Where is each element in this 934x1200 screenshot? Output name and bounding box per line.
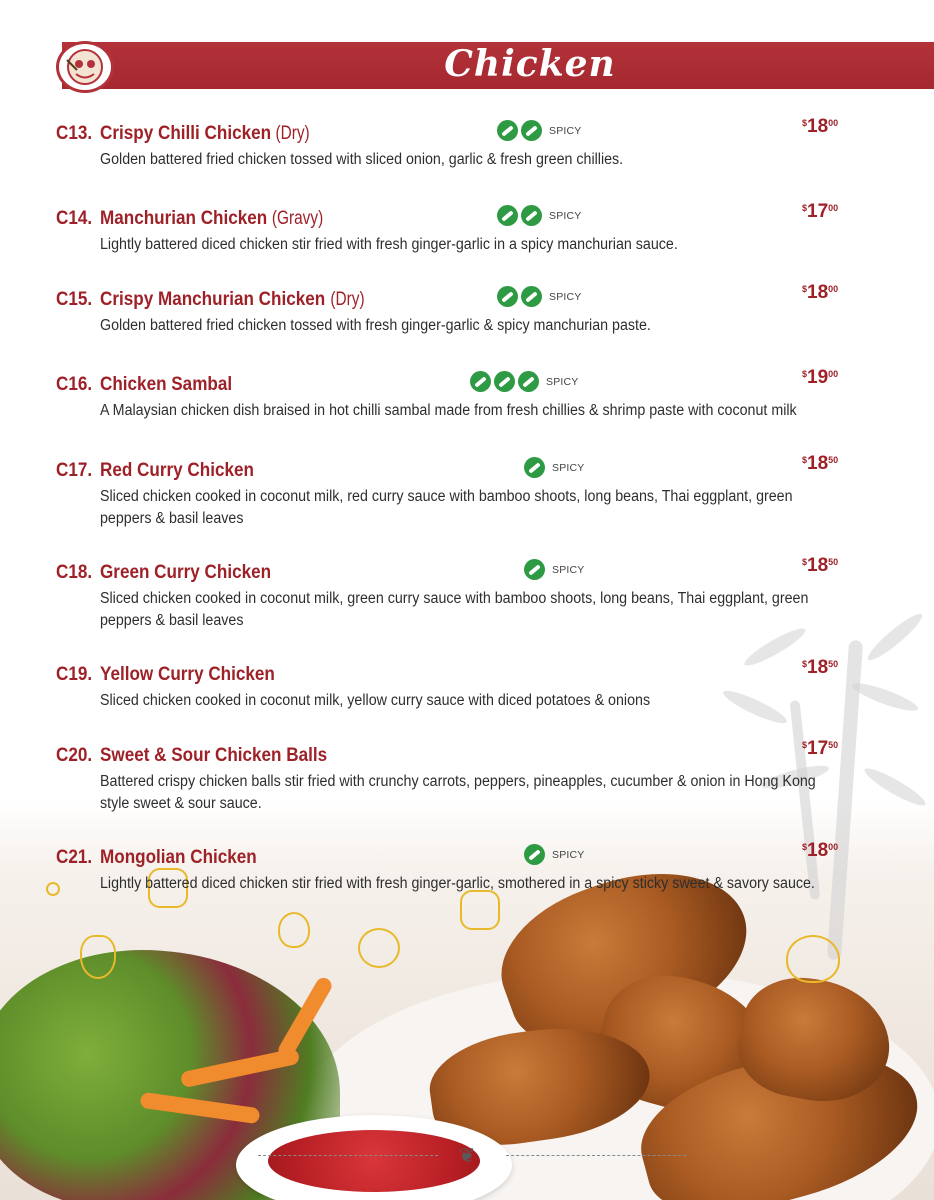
price-currency: $ [802, 284, 808, 294]
price-cents: 00 [828, 369, 839, 379]
tomato-slice-icon [358, 928, 400, 968]
spicy-indicator [497, 120, 582, 141]
onion-icon [786, 935, 840, 983]
price-currency: $ [802, 203, 808, 213]
menu-item [56, 555, 896, 632]
price-dollars: 18 [807, 116, 829, 137]
price-dollars: 18 [807, 453, 829, 474]
spicy-indicator [524, 559, 585, 580]
item-description: Sliced chicken cooked in coconut milk, red curry sauce with bamboo shoots, long beans, Thai eggplant, green peppers & basil leaves [100, 488, 793, 527]
chili-icon [524, 559, 545, 580]
price-currency: $ [802, 557, 808, 567]
price-currency: $ [802, 842, 808, 852]
chili-icon [497, 286, 518, 307]
item-code: C17. [56, 460, 93, 481]
chili-icon [521, 286, 542, 307]
menu-item-header [56, 555, 896, 587]
item-name [100, 663, 275, 687]
item-name [100, 561, 271, 585]
price-dollars: 18 [807, 840, 829, 861]
spicy-indicator [524, 457, 585, 478]
item-price [802, 738, 838, 760]
item-description: Sliced chicken cooked in coconut milk, yellow curry sauce with diced potatoes & onions [100, 692, 651, 709]
menu-item [56, 116, 896, 171]
menu-item-header [56, 367, 896, 399]
item-price [802, 201, 838, 223]
ornament-icon: ❦ [458, 1145, 476, 1167]
item-name-text: Mongolian Chicken [100, 847, 257, 868]
category-title: Chicken [444, 43, 616, 85]
spicy-label: SPICY [549, 209, 582, 222]
spicy-indicator [497, 286, 582, 307]
chili-icon [524, 457, 545, 478]
menu-item [56, 657, 896, 712]
price-dollars: 17 [807, 738, 829, 759]
item-name-text: Crispy Chilli Chicken [100, 123, 272, 144]
herb-leaf-icon [460, 890, 500, 930]
price-cents: 50 [828, 659, 839, 669]
item-code: C15. [56, 289, 93, 310]
price-dollars: 19 [807, 367, 829, 388]
item-price [802, 282, 838, 304]
price-cents: 00 [828, 118, 839, 128]
menu-item-header [56, 116, 896, 148]
menu-item [56, 367, 896, 422]
item-price [802, 657, 838, 679]
item-code: C21. [56, 847, 93, 868]
item-name [100, 207, 329, 231]
item-code: C20. [56, 745, 93, 766]
price-currency: $ [802, 659, 808, 669]
menu-item [56, 738, 896, 815]
menu-item-header [56, 738, 896, 770]
spicy-label: SPICY [549, 124, 582, 137]
chili-icon [470, 371, 491, 392]
price-currency: $ [802, 369, 808, 379]
item-style: (Gravy) [271, 208, 324, 229]
item-description: A Malaysian chicken dish braised in hot chilli sambal made from fresh chillies & shrimp paste with coconut milk [100, 402, 797, 419]
item-price [802, 367, 838, 389]
menu-item [56, 201, 896, 256]
menu-item-header [56, 282, 896, 314]
chili-icon [497, 205, 518, 226]
chili-icon [524, 844, 545, 865]
item-price [802, 116, 838, 138]
item-name [100, 744, 327, 768]
price-dollars: 17 [807, 201, 829, 222]
price-dollars: 18 [807, 657, 829, 678]
category-header [62, 42, 934, 89]
item-name-text: Green Curry Chicken [100, 562, 272, 583]
spicy-label: SPICY [549, 290, 582, 303]
spicy-label: SPICY [552, 461, 585, 474]
price-cents: 00 [828, 842, 839, 852]
spicy-label: SPICY [546, 375, 579, 388]
item-price [802, 840, 838, 862]
menu-item-header [56, 840, 896, 872]
menu-item [56, 840, 896, 895]
price-currency: $ [802, 740, 808, 750]
price-cents: 00 [828, 284, 839, 294]
item-description: Golden battered fried chicken tossed with fresh ginger-garlic & spicy manchurian paste. [100, 317, 651, 334]
item-code: C13. [56, 123, 93, 144]
item-name [100, 459, 254, 483]
bell-pepper-icon [80, 935, 116, 979]
item-description: Battered crispy chicken balls stir fried with crunchy carrots, peppers, pineapples, cucumber & onion in Hong Kong style sweet & sour sauce. [100, 773, 816, 812]
menu-item-header [56, 201, 896, 233]
item-price [802, 453, 838, 475]
price-currency: $ [802, 118, 808, 128]
chili-icon [521, 120, 542, 141]
price-cents: 50 [828, 455, 839, 465]
item-description: Golden battered fried chicken tossed with sliced onion, garlic & fresh green chillies. [100, 151, 624, 168]
item-name [100, 846, 257, 870]
item-name-text: Crispy Manchurian Chicken [100, 289, 326, 310]
price-dollars: 18 [807, 555, 829, 576]
item-style: (Dry) [275, 123, 310, 144]
menu-item-header [56, 657, 896, 689]
item-code: C19. [56, 664, 93, 685]
item-price [802, 555, 838, 577]
menu-item-header [56, 453, 896, 485]
spicy-label: SPICY [552, 563, 585, 576]
price-dollars: 18 [807, 282, 829, 303]
item-name-text: Chicken Sambal [100, 374, 233, 395]
item-description: Sliced chicken cooked in coconut milk, green curry sauce with bamboo shoots, long beans, Thai eggplant, green peppers & basil leaves [100, 590, 809, 629]
garlic-icon [278, 912, 310, 948]
restaurant-logo-icon [56, 41, 114, 93]
item-name [100, 373, 232, 397]
price-cents: 00 [828, 203, 839, 213]
item-style: (Dry) [329, 289, 365, 310]
price-currency: $ [802, 455, 808, 465]
item-name [100, 288, 368, 312]
menu-item [56, 282, 896, 337]
spicy-indicator [524, 844, 585, 865]
price-cents: 50 [828, 557, 839, 567]
item-name-text: Yellow Curry Chicken [100, 664, 275, 685]
spicy-indicator [470, 371, 579, 392]
item-name [100, 122, 314, 146]
spicy-indicator [497, 205, 582, 226]
item-name-text: Red Curry Chicken [100, 460, 254, 481]
item-code: C14. [56, 208, 93, 229]
item-name-text: Sweet & Sour Chicken Balls [100, 745, 328, 766]
item-code: C16. [56, 374, 93, 395]
spicy-label: SPICY [552, 848, 585, 861]
item-name-text: Manchurian Chicken [100, 208, 268, 229]
item-description: Lightly battered diced chicken stir fried with fresh ginger-garlic, smothered in a spicy sticky sweet & savory sauce. [100, 875, 815, 892]
price-cents: 50 [828, 740, 839, 750]
chili-icon [521, 205, 542, 226]
item-code: C18. [56, 562, 93, 583]
item-description: Lightly battered diced chicken stir fried with fresh ginger-garlic in a spicy manchurian sauce. [100, 236, 678, 253]
chili-icon [494, 371, 515, 392]
chili-icon [497, 120, 518, 141]
menu-item [56, 453, 896, 530]
chili-icon [518, 371, 539, 392]
